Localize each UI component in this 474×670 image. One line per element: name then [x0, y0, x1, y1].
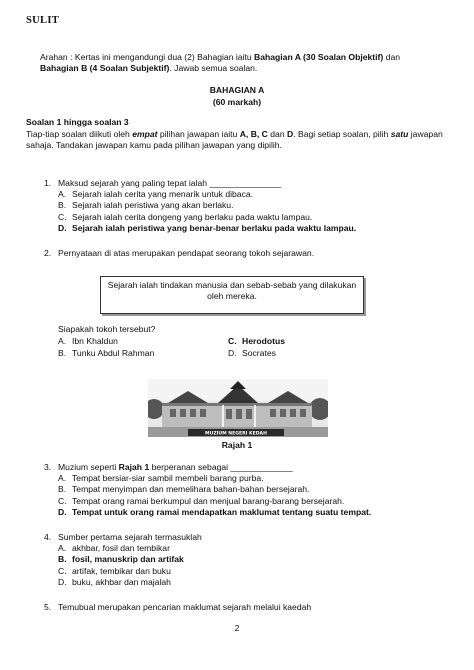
option-letter: B.	[58, 554, 67, 565]
option-d[interactable]	[58, 507, 458, 518]
option-c[interactable]	[58, 566, 458, 577]
option-text: Ibn Khaldun	[72, 336, 118, 347]
option-letter: B.	[58, 200, 67, 211]
option-b[interactable]	[58, 484, 458, 495]
option-c[interactable]	[58, 496, 458, 507]
question-1	[44, 178, 458, 234]
quote-box: Sejarah ialah tindakan manusia dan sebab-sebab yang dilakukan oleh mereka.	[100, 276, 364, 314]
option-d[interactable]	[228, 348, 428, 359]
bahagian-a-label: Bahagian A (30 Soalan Objektif)	[254, 52, 384, 62]
question-text: Sumber pertama sejarah termasuklah	[58, 532, 202, 542]
option-letter: D.	[58, 222, 67, 233]
option-letter: A.	[58, 189, 67, 200]
option-text: Tempat bersiar-siar sambil membeli barang purba.	[72, 473, 264, 484]
question-2-options	[58, 324, 458, 360]
instructions-text: Arahan : Kertas ini mengandungi dua (2) Bahagian iaitu	[40, 52, 255, 62]
option-a[interactable]	[58, 336, 228, 347]
option-letter: C.	[58, 565, 67, 576]
instructions-text: . Jawab semua soalan.	[169, 63, 258, 74]
instr-text: jawapan sahaja. Tandakan jawapan kamu pada pilihan jawapan yang dipilih.	[26, 129, 443, 151]
question-range-heading: Soalan 1 hingga soalan 3	[26, 117, 129, 127]
question-prompt: Siapakah tokoh tersebut?	[58, 324, 156, 334]
option-text: Tempat menyimpan dan memelihara bahan-bahan bersejarah.	[72, 484, 310, 495]
question-text-part: Muzium seperti	[58, 462, 119, 472]
instr-emphasis: satu	[390, 129, 409, 139]
instr-letters: A, B, C	[239, 129, 268, 139]
section-title: BAHAGIAN A	[209, 85, 265, 95]
option-text: Tunku Abdul Rahman	[72, 348, 155, 359]
option-letter: D.	[228, 348, 237, 359]
question-3	[44, 462, 458, 518]
option-letter: D.	[58, 576, 67, 587]
question-text: Maksud sejarah yang paling tepat ialah _______________	[58, 178, 282, 188]
option-letter: C.	[58, 495, 67, 506]
instr-text: dan	[267, 129, 288, 139]
option-letter: A.	[58, 543, 67, 554]
museum-building-illustration	[148, 379, 328, 437]
option-b[interactable]	[58, 200, 458, 211]
option-text: akhbar, fosil dan tembikar	[72, 543, 170, 554]
option-c[interactable]	[228, 336, 428, 347]
sulit-header: SULIT	[26, 15, 60, 26]
question-text-part: berperanan sebagai _____________	[149, 462, 293, 472]
option-text: Sejarah ialah cerita dongeng yang berlaku pada waktu lampau.	[72, 211, 313, 222]
option-a[interactable]	[58, 473, 458, 484]
section-instructions	[26, 129, 446, 151]
question-number: 1.	[44, 178, 52, 188]
question-4	[44, 532, 458, 588]
option-text: Sejarah ialah peristiwa yang akan berlaku.	[72, 200, 234, 211]
option-text: Herodotus	[242, 336, 285, 347]
option-letter: B.	[58, 348, 67, 359]
option-letter: D.	[58, 506, 67, 517]
option-text: Sejarah ialah cerita yang menarik untuk dibaca.	[72, 189, 254, 200]
option-letter: A.	[58, 473, 67, 484]
option-c[interactable]	[58, 212, 458, 223]
museum-photo	[148, 379, 328, 437]
option-text: artifak, tembikar dan buku	[72, 565, 171, 576]
instr-emphasis: empat	[132, 129, 158, 139]
option-letter: A.	[58, 336, 67, 347]
option-b[interactable]	[58, 554, 458, 565]
question-number: 2.	[44, 248, 52, 258]
option-letter: C.	[228, 336, 237, 347]
figure-reference: Rajah 1	[118, 462, 150, 472]
option-text: fosil, manuskrip dan artifak	[72, 554, 184, 565]
instr-letter-d: D	[287, 129, 294, 139]
option-text: buku, akhbar dan majalah	[72, 576, 171, 587]
option-letter: B.	[58, 484, 67, 495]
museum-sign-text: MUZIUM NEGERI KEDAH	[205, 431, 267, 437]
section-marks: (60 markah)	[212, 97, 262, 107]
question-number: 5.	[44, 602, 52, 612]
instructions-text: dan	[383, 52, 401, 62]
option-b[interactable]	[58, 348, 228, 359]
instr-text: . Bagi setiap soalan, pilih	[293, 129, 391, 139]
option-text: Socrates	[242, 348, 276, 359]
bahagian-b-label: Bahagian B (4 Soalan Subjektif)	[40, 63, 170, 74]
question-text	[58, 462, 458, 473]
instr-text: Tiap-tiap soalan diikuti oleh	[26, 129, 133, 139]
instructions	[40, 52, 440, 74]
option-text: Sejarah ialah peristiwa yang benar-benar berlaku pada waktu lampau.	[72, 222, 357, 233]
question-2	[44, 248, 458, 259]
option-a[interactable]	[58, 543, 458, 554]
option-text: Tempat orang ramai berkumpul dan menjual barang-barang bersejarah.	[72, 495, 345, 506]
option-d[interactable]	[58, 223, 458, 234]
question-text: Temubual merupakan pencarian maklumat sejarah melalui kaedah	[58, 602, 312, 612]
instr-text: pilihan jawapan iaitu	[157, 129, 240, 139]
option-letter: C.	[58, 211, 67, 222]
question-number: 3.	[44, 462, 52, 472]
question-text: Pernyataan di atas merupakan pendapat seorang tokoh sejarawan.	[58, 248, 315, 258]
figure-caption: Rajah 1	[221, 440, 253, 450]
question-5	[44, 602, 458, 613]
page-number: 2	[234, 623, 240, 633]
option-text: Tempat untuk orang ramai mendapatkan maklumat tentang suatu tempat.	[72, 506, 372, 517]
question-number: 4.	[44, 532, 52, 542]
option-a[interactable]	[58, 189, 458, 200]
option-d[interactable]	[58, 577, 458, 588]
